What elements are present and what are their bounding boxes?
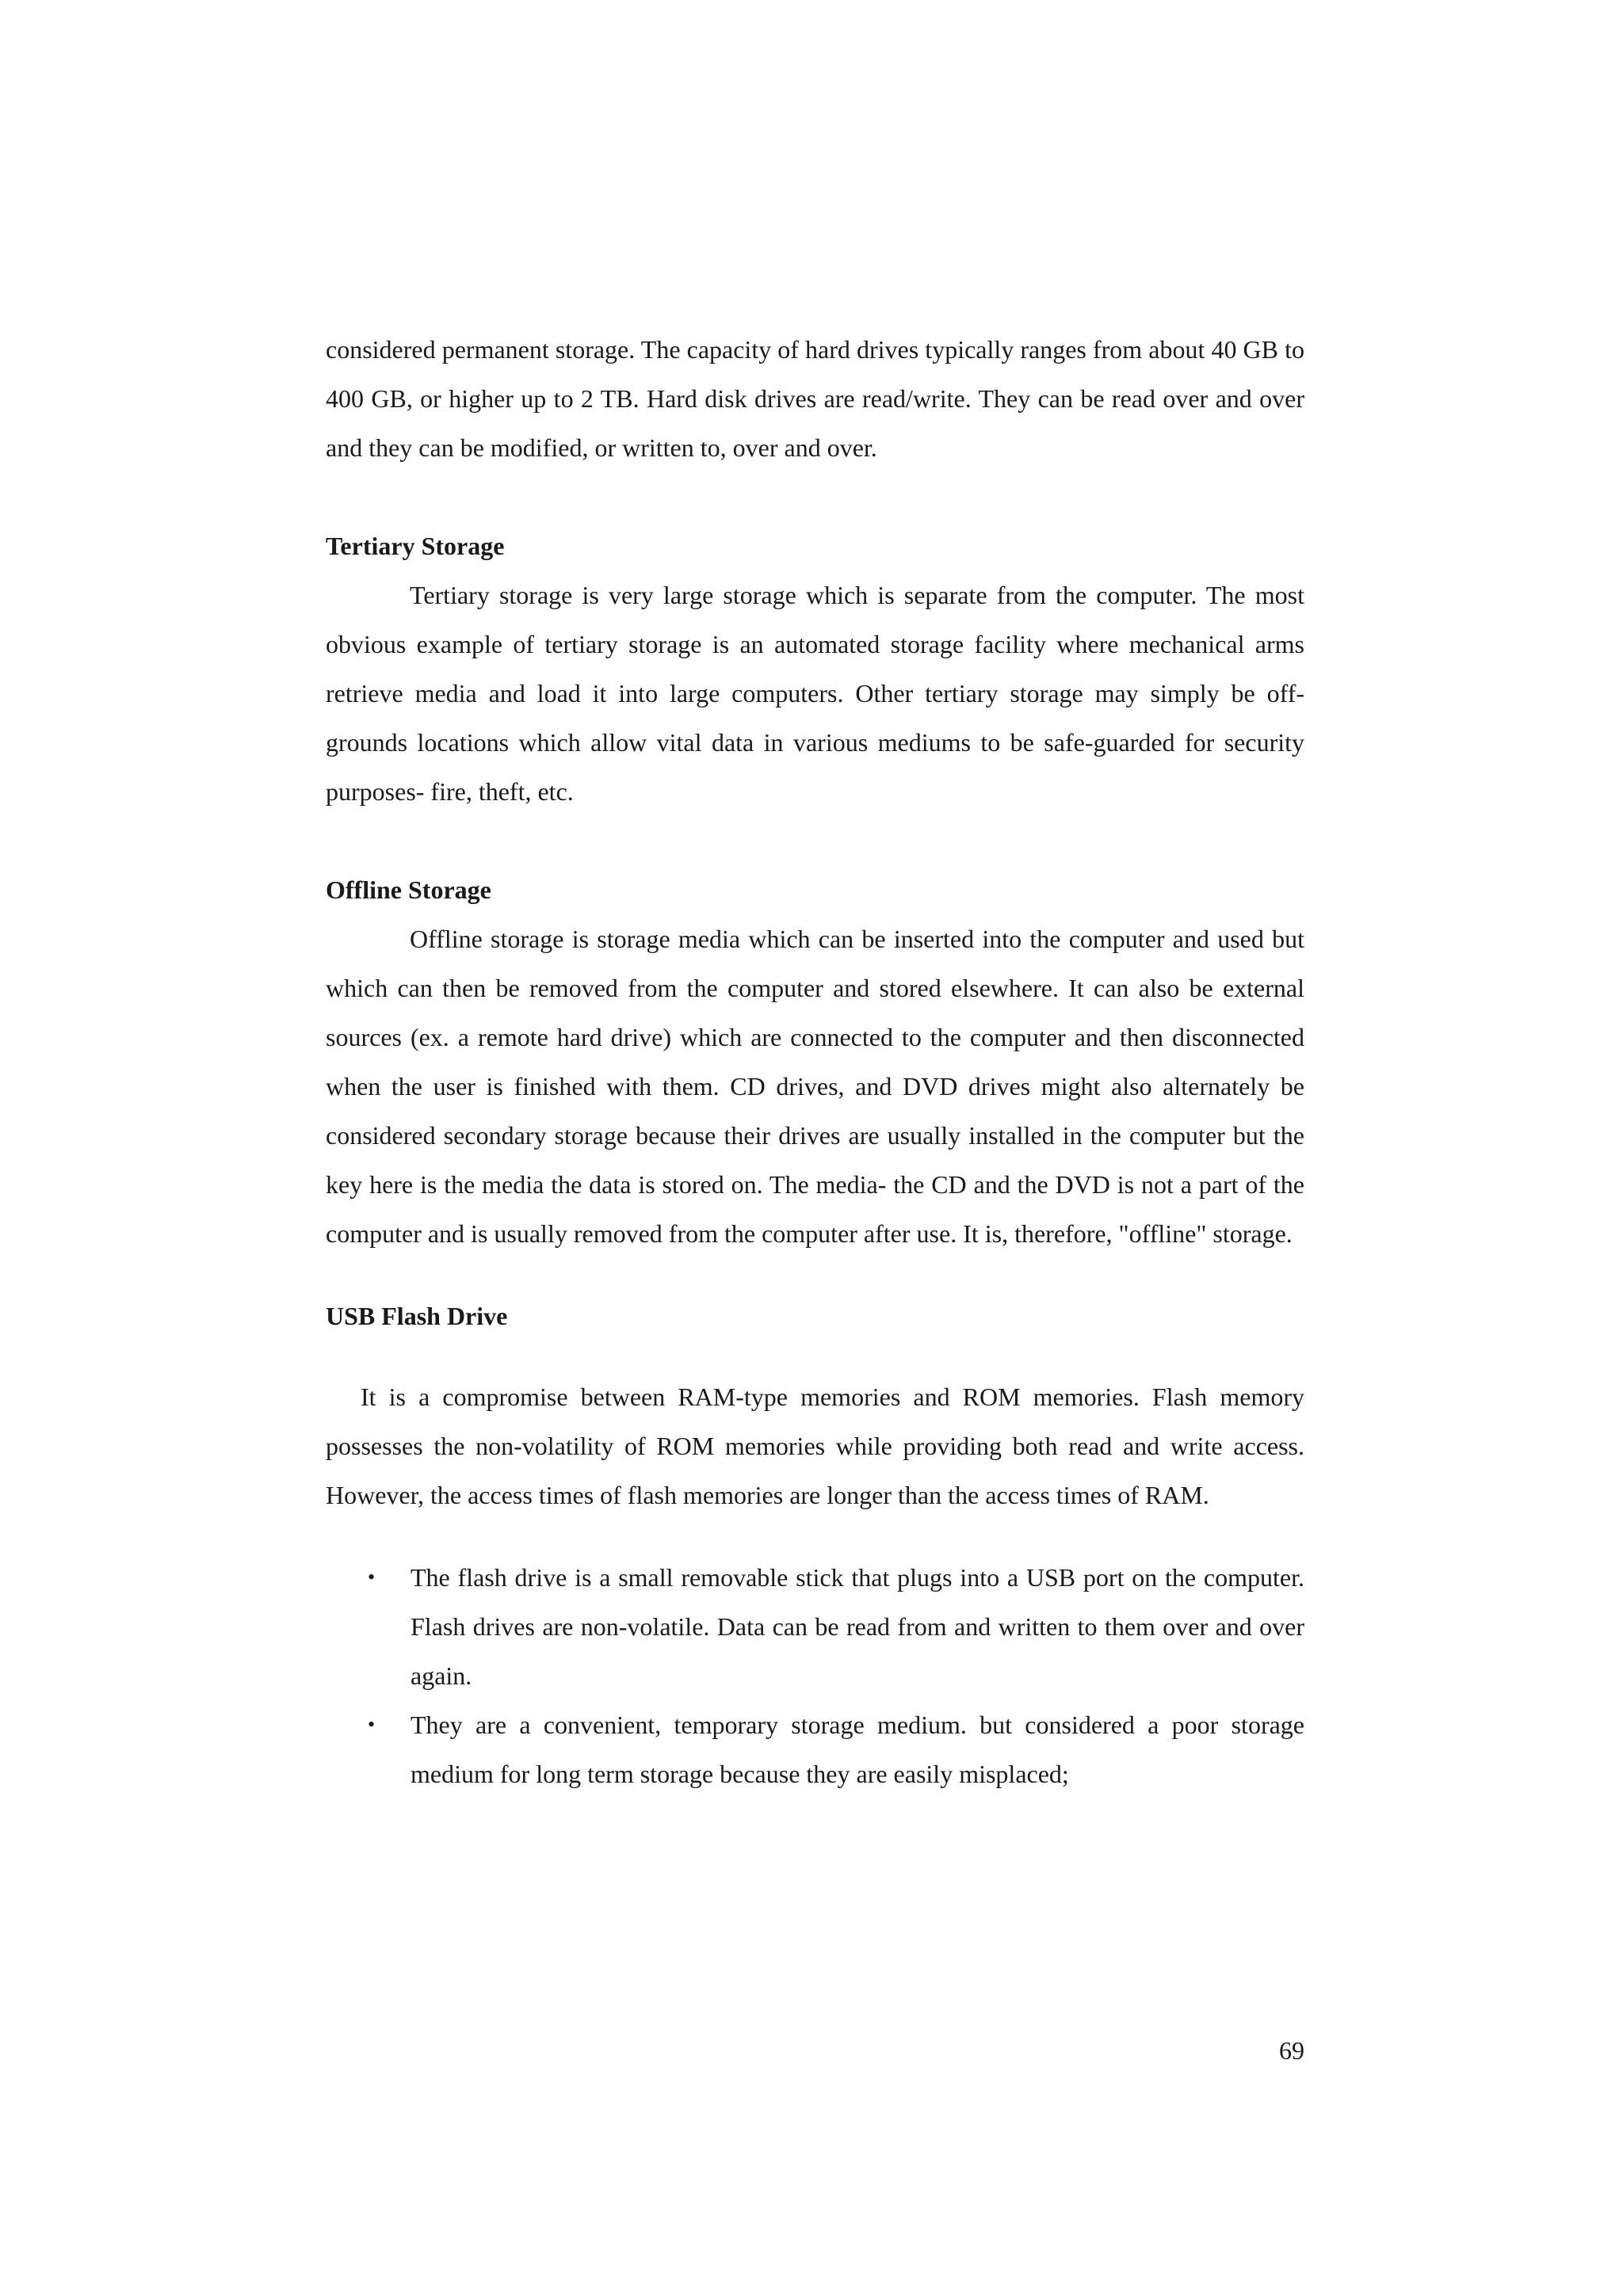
spacer (326, 1341, 1304, 1372)
spacer (326, 1258, 1304, 1291)
paragraph-offline-storage: Offline storage is storage media which can be inserted into the computer and used but which can then be removed from the computer and stored elsewhere. It can also be external sources (ex. a remote hard drive) which are connected to the computer and then disconnected when the user is finished with them. CD drives, and DVD drives might also alternately be considered secondary storage because their drives are usually installed in the computer but the key here is the media the data is stored on. The media- the CD and the DVD is not a part of the computer and is usually removed from the computer after use. It is, therefore, "offline" storage. (326, 925, 1304, 1248)
bullet-text: They are a convenient, temporary storage medium. but considered a poor storage medium for long term storage because they are easily misplaced; (411, 1711, 1304, 1788)
spacer (326, 472, 1304, 521)
spacer (326, 816, 1304, 865)
bullet-item (326, 1553, 1304, 1700)
heading-usb-flash-drive: USB Flash Drive (326, 1302, 508, 1330)
paragraph-usb-flash-drive: It is a compromise between RAM-type memories and ROM memories. Flash memory possesses the non-volatility of ROM memories while providing both read and write access. However, the access times of flash memories are longer than the access times of RAM. (326, 1383, 1304, 1509)
heading-tertiary-storage: Tertiary Storage (326, 532, 505, 560)
heading-offline-storage: Offline Storage (326, 875, 491, 904)
bullet-icon: • (368, 1566, 376, 1589)
intro-paragraph: considered permanent storage. The capacity of hard drives typically ranges from about 40 GB to 400 GB, or higher up to 2 TB. Hard disk drives are read/write. They can be read over and over and they can be modified, or written to, over and over. (326, 335, 1304, 462)
page-number: 69 (1279, 2036, 1304, 2065)
bullet-item (326, 1700, 1304, 1798)
spacer (326, 1520, 1304, 1553)
bullet-text: The flash drive is a small removable stick that plugs into a USB port on the computer. Flash drives are non-volatile. Data can be read from and written to them over and over again. (411, 1563, 1304, 1690)
paragraph-tertiary-storage: Tertiary storage is very large storage which is separate from the computer. The most obvious example of tertiary storage is an automated storage facility where mechanical arms retrieve media and load it into large computers. Other tertiary storage may simply be off-grounds locations which allow vital data in various mediums to be safe-guarded for security purposes- fire, theft, etc. (326, 581, 1304, 806)
usb-bullet-list (326, 1553, 1304, 1798)
page-body (326, 325, 1304, 1798)
bullet-icon: • (368, 1713, 376, 1736)
